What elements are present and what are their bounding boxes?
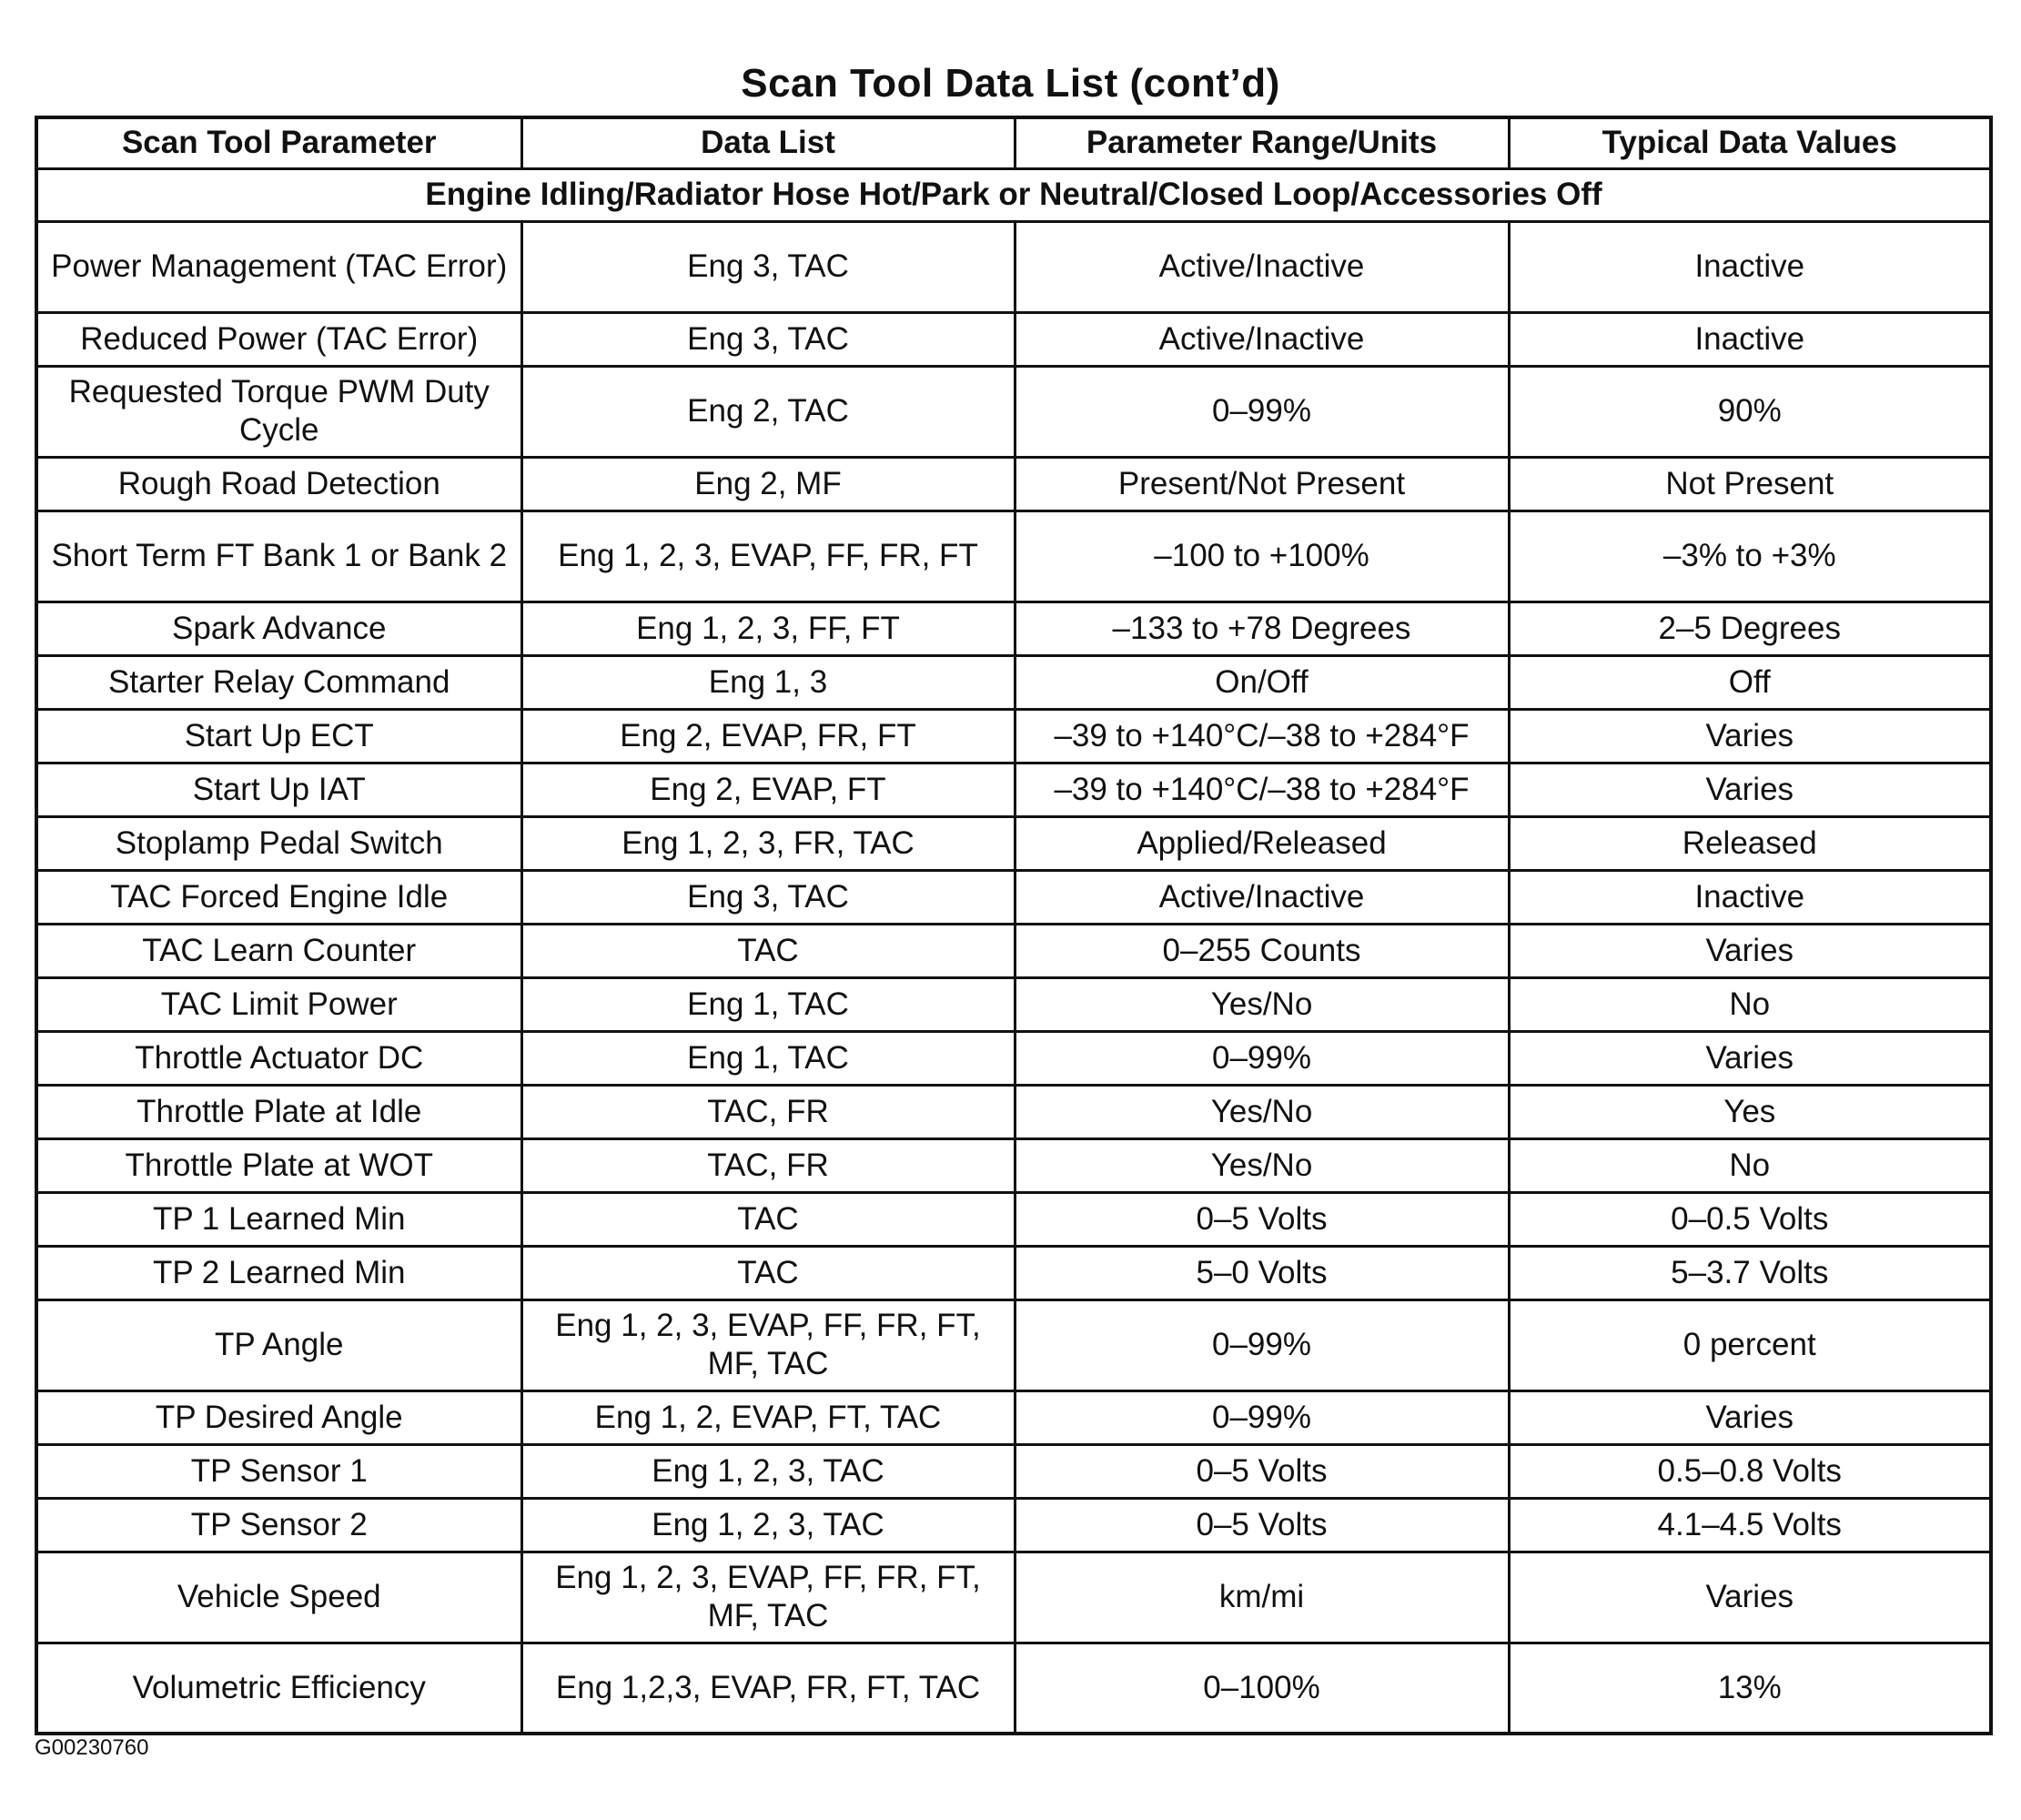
cell-typical-value: No (1509, 1138, 1991, 1192)
cell-data-list: Eng 1, 2, EVAP, FT, TAC (521, 1390, 1015, 1444)
cell-data-list: TAC (521, 1246, 1015, 1299)
cell-typical-value: –3% to +3% (1509, 511, 1991, 602)
column-header-parameter: Scan Tool Parameter (36, 117, 521, 168)
cell-range-units: Yes/No (1015, 977, 1509, 1031)
cell-data-list: Eng 1, 2, 3, EVAP, FF, FR, FT, MF, TAC (521, 1552, 1015, 1643)
cell-range-units: Active/Inactive (1015, 870, 1509, 924)
cell-data-list: Eng 2, EVAP, FR, FT (521, 709, 1015, 763)
cell-typical-value: 0–0.5 Volts (1509, 1192, 1991, 1246)
table-body (36, 221, 1991, 1734)
table-row (36, 924, 1991, 977)
figure-id: G00230760 (35, 1735, 149, 1760)
cell-parameter: Volumetric Efficiency (36, 1643, 521, 1734)
cell-range-units: 0–99% (1015, 1390, 1509, 1444)
cell-data-list: TAC, FR (521, 1085, 1015, 1138)
table-row (36, 1246, 1991, 1299)
cell-typical-value: 0.5–0.8 Volts (1509, 1444, 1991, 1498)
cell-parameter: TAC Forced Engine Idle (36, 870, 521, 924)
table-row (36, 1031, 1991, 1085)
table-row (36, 709, 1991, 763)
cell-data-list: TAC (521, 924, 1015, 977)
cell-parameter: Rough Road Detection (36, 457, 521, 511)
cell-range-units: Active/Inactive (1015, 221, 1509, 312)
cell-data-list: Eng 1, 2, 3, TAC (521, 1498, 1015, 1552)
cell-parameter: Throttle Plate at WOT (36, 1138, 521, 1192)
section-heading-row (36, 168, 1991, 221)
table-row (36, 1192, 1991, 1246)
cell-typical-value: 5–3.7 Volts (1509, 1246, 1991, 1299)
cell-parameter: Stoplamp Pedal Switch (36, 816, 521, 870)
cell-range-units: km/mi (1015, 1552, 1509, 1643)
cell-parameter: Short Term FT Bank 1 or Bank 2 (36, 511, 521, 602)
table-row (36, 655, 1991, 709)
cell-range-units: –39 to +140°C/–38 to +284°F (1015, 763, 1509, 816)
cell-data-list: Eng 3, TAC (521, 870, 1015, 924)
cell-parameter: TP Sensor 2 (36, 1498, 521, 1552)
table-row (36, 1498, 1991, 1552)
cell-parameter: Reduced Power (TAC Error) (36, 312, 521, 366)
column-header-typical-values: Typical Data Values (1509, 117, 1991, 168)
cell-typical-value: 90% (1509, 366, 1991, 457)
cell-parameter: Power Management (TAC Error) (36, 221, 521, 312)
cell-typical-value: 4.1–4.5 Volts (1509, 1498, 1991, 1552)
cell-typical-value: No (1509, 977, 1991, 1031)
cell-range-units: 0–99% (1015, 1299, 1509, 1390)
cell-typical-value: Yes (1509, 1085, 1991, 1138)
table-row (36, 1138, 1991, 1192)
cell-typical-value: Varies (1509, 924, 1991, 977)
section-heading: Engine Idling/Radiator Hose Hot/Park or Neutral/Closed Loop/Accessories Off (36, 168, 1991, 221)
cell-data-list: Eng 2, EVAP, FT (521, 763, 1015, 816)
cell-data-list: Eng 1, TAC (521, 1031, 1015, 1085)
table-row (36, 602, 1991, 655)
table-row (36, 763, 1991, 816)
cell-data-list: TAC (521, 1192, 1015, 1246)
table-row (36, 1444, 1991, 1498)
cell-parameter: TP Angle (36, 1299, 521, 1390)
cell-parameter: TAC Limit Power (36, 977, 521, 1031)
cell-data-list: TAC, FR (521, 1138, 1015, 1192)
cell-data-list: Eng 3, TAC (521, 221, 1015, 312)
cell-typical-value: 0 percent (1509, 1299, 1991, 1390)
cell-range-units: –100 to +100% (1015, 511, 1509, 602)
cell-range-units: Active/Inactive (1015, 312, 1509, 366)
cell-range-units: Yes/No (1015, 1085, 1509, 1138)
table-row (36, 1299, 1991, 1390)
page-title: Scan Tool Data List (cont’d) (741, 61, 1280, 106)
cell-typical-value: 2–5 Degrees (1509, 602, 1991, 655)
cell-parameter: TP Desired Angle (36, 1390, 521, 1444)
column-header-range-units: Parameter Range/Units (1015, 117, 1509, 168)
table-row (36, 366, 1991, 457)
cell-parameter: Start Up ECT (36, 709, 521, 763)
table-row (36, 1552, 1991, 1643)
cell-typical-value: Varies (1509, 1390, 1991, 1444)
table-row (36, 457, 1991, 511)
table-header-row (36, 117, 1991, 168)
cell-range-units: Applied/Released (1015, 816, 1509, 870)
cell-typical-value: Varies (1509, 1552, 1991, 1643)
table-row (36, 511, 1991, 602)
cell-data-list: Eng 1, 2, 3, FF, FT (521, 602, 1015, 655)
cell-range-units: 5–0 Volts (1015, 1246, 1509, 1299)
scan-tool-data-table (35, 116, 1993, 1735)
cell-typical-value: Inactive (1509, 221, 1991, 312)
cell-range-units: Yes/No (1015, 1138, 1509, 1192)
table-row (36, 312, 1991, 366)
cell-range-units: –133 to +78 Degrees (1015, 602, 1509, 655)
cell-range-units: On/Off (1015, 655, 1509, 709)
cell-data-list: Eng 2, MF (521, 457, 1015, 511)
table-row (36, 1390, 1991, 1444)
cell-data-list: Eng 1, TAC (521, 977, 1015, 1031)
cell-parameter: Throttle Actuator DC (36, 1031, 521, 1085)
cell-data-list: Eng 3, TAC (521, 312, 1015, 366)
cell-range-units: –39 to +140°C/–38 to +284°F (1015, 709, 1509, 763)
column-header-data-list: Data List (521, 117, 1015, 168)
cell-typical-value: Inactive (1509, 870, 1991, 924)
table-row (36, 1085, 1991, 1138)
cell-typical-value: Varies (1509, 1031, 1991, 1085)
table-row (36, 221, 1991, 312)
cell-parameter: TP Sensor 1 (36, 1444, 521, 1498)
table-row (36, 1643, 1991, 1734)
cell-typical-value: 13% (1509, 1643, 1991, 1734)
table-row (36, 977, 1991, 1031)
cell-data-list: Eng 1,2,3, EVAP, FR, FT, TAC (521, 1643, 1015, 1734)
cell-parameter: Requested Torque PWM Duty Cycle (36, 366, 521, 457)
cell-data-list: Eng 1, 2, 3, TAC (521, 1444, 1015, 1498)
cell-parameter: Start Up IAT (36, 763, 521, 816)
cell-range-units: 0–5 Volts (1015, 1192, 1509, 1246)
cell-data-list: Eng 1, 2, 3, EVAP, FF, FR, FT, MF, TAC (521, 1299, 1015, 1390)
cell-typical-value: Varies (1509, 763, 1991, 816)
cell-parameter: TP 1 Learned Min (36, 1192, 521, 1246)
cell-data-list: Eng 1, 3 (521, 655, 1015, 709)
cell-range-units: 0–5 Volts (1015, 1498, 1509, 1552)
cell-typical-value: Released (1509, 816, 1991, 870)
cell-range-units: 0–100% (1015, 1643, 1509, 1734)
cell-range-units: 0–255 Counts (1015, 924, 1509, 977)
cell-typical-value: Varies (1509, 709, 1991, 763)
cell-parameter: Throttle Plate at Idle (36, 1085, 521, 1138)
cell-parameter: TP 2 Learned Min (36, 1246, 521, 1299)
cell-typical-value: Off (1509, 655, 1991, 709)
cell-data-list: Eng 1, 2, 3, EVAP, FF, FR, FT (521, 511, 1015, 602)
cell-parameter: Starter Relay Command (36, 655, 521, 709)
cell-range-units: 0–5 Volts (1015, 1444, 1509, 1498)
cell-data-list: Eng 2, TAC (521, 366, 1015, 457)
cell-range-units: 0–99% (1015, 366, 1509, 457)
table-row (36, 870, 1991, 924)
cell-parameter: TAC Learn Counter (36, 924, 521, 977)
cell-range-units: 0–99% (1015, 1031, 1509, 1085)
cell-parameter: Vehicle Speed (36, 1552, 521, 1643)
cell-typical-value: Not Present (1509, 457, 1991, 511)
cell-parameter: Spark Advance (36, 602, 521, 655)
cell-range-units: Present/Not Present (1015, 457, 1509, 511)
cell-data-list: Eng 1, 2, 3, FR, TAC (521, 816, 1015, 870)
cell-typical-value: Inactive (1509, 312, 1991, 366)
table-row (36, 816, 1991, 870)
